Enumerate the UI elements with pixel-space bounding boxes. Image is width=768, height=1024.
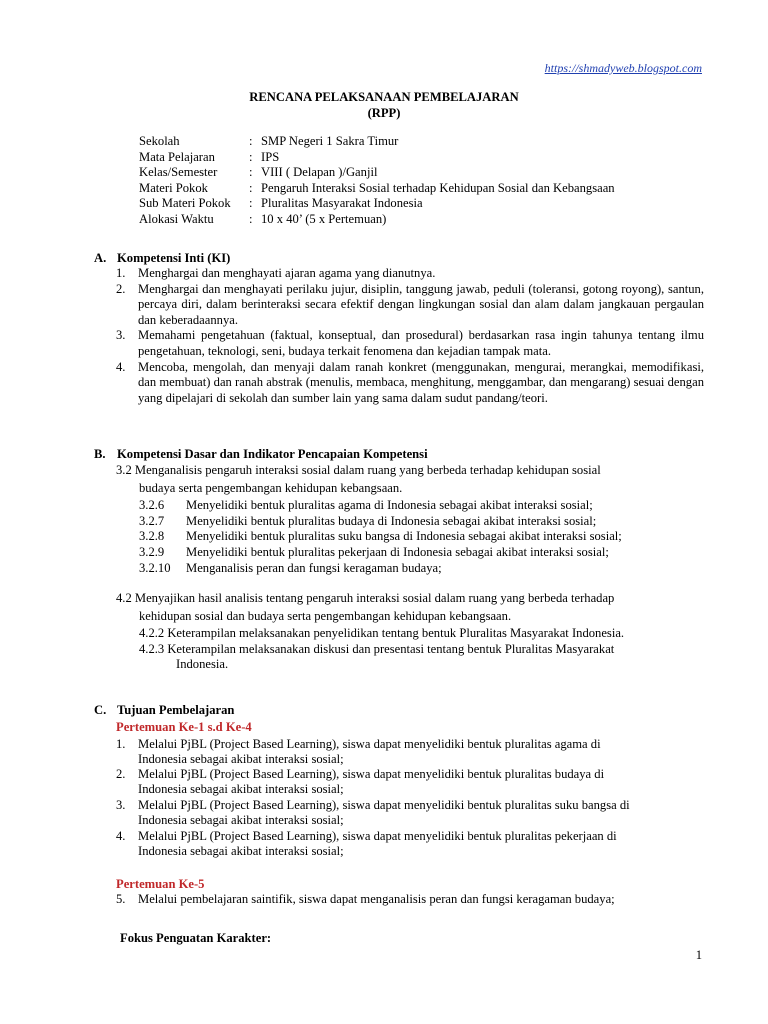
objective-item-cont: Indonesia sebagai akibat interaksi sosial;: [138, 782, 344, 796]
section-title: Kompetensi Inti (KI): [117, 251, 231, 265]
section-c-heading: [94, 703, 234, 719]
skill-indicator-2-cont: Indonesia.: [176, 657, 229, 671]
indicator-row: [139, 561, 442, 577]
info-label: Materi Pokok: [139, 180, 208, 195]
section-letter: B.: [94, 447, 106, 461]
item-number: 4.: [116, 829, 126, 843]
item-text: Melalui pembelajaran saintifik, siswa dapat menganalisis peran dan fungsi keragaman budaya;: [138, 892, 615, 906]
info-row-class: [139, 165, 615, 181]
info-colon: :: [249, 180, 253, 195]
item-text: Melalui PjBL (Project Based Learning), siswa dapat menyelidiki bentuk pluralitas budaya di: [138, 767, 605, 781]
indicator-text: Menyelidiki bentuk pluralitas agama di Indonesia sebagai akibat interaksi sosial;: [186, 498, 593, 512]
objective-item-cont: Indonesia sebagai akibat interaksi sosial;: [138, 813, 344, 827]
info-row-subtopic: [139, 196, 615, 212]
info-label: Sekolah: [139, 134, 180, 148]
objective-item: [116, 829, 617, 845]
indicator-row: [139, 545, 609, 561]
info-value: 10 x 40’ (5 x Pertemuan): [261, 211, 387, 226]
item-number: 5.: [116, 892, 126, 906]
indicator-code: 3.2.10: [139, 561, 171, 575]
section-letter: A.: [94, 251, 107, 265]
indicator-row: [139, 529, 622, 545]
info-value: Pluralitas Masyarakat Indonesia: [261, 196, 423, 210]
list-item: [116, 282, 704, 329]
document-subtitle: (RPP): [367, 106, 401, 120]
indicator-row: [139, 498, 593, 514]
objective-item-cont: Indonesia sebagai akibat interaksi sosial;: [138, 844, 344, 858]
item-number: 2.: [116, 281, 126, 296]
info-value: VIII ( Delapan )/Ganjil: [261, 165, 378, 179]
info-value: Pengaruh Interaksi Sosial terhadap Kehidupan Sosial dan Kebangsaan: [261, 180, 615, 195]
page-number: 1: [695, 948, 702, 962]
section-title: Tujuan Pembelajaran: [117, 703, 235, 717]
identity-table: [139, 134, 615, 227]
basic-competency-1-cont: budaya serta pengembangan kehidupan kebangsaan.: [139, 481, 403, 495]
info-colon: :: [249, 134, 253, 148]
indicator-code: 3.2.6: [139, 498, 165, 512]
item-number: 1.: [116, 737, 126, 751]
item-number: 4.: [116, 359, 126, 374]
info-value: SMP Negeri 1 Sakra Timur: [261, 134, 399, 148]
item-text: Melalui PjBL (Project Based Learning), siswa dapat menyelidiki bentuk pluralitas agama di: [138, 737, 601, 751]
info-colon: :: [249, 149, 253, 164]
indicator-code: 3.2.8: [139, 529, 165, 543]
basic-competency-2: 4.2 Menyajikan hasil analisis tentang pengaruh interaksi sosial dalam ruang yang berbeda terhadap: [116, 591, 615, 605]
objective-item: [116, 737, 601, 753]
core-competency-list: [116, 266, 704, 406]
info-colon: :: [249, 165, 253, 179]
info-colon: :: [249, 196, 253, 210]
info-label: Kelas/Semester: [139, 165, 218, 179]
indicator-text: Menganalisis peran dan fungsi keragaman budaya;: [186, 561, 442, 575]
list-item: [116, 360, 704, 407]
indicator-code: 3.2.7: [139, 514, 165, 528]
info-value: IPS: [261, 149, 280, 164]
item-text: Melalui PjBL (Project Based Learning), siswa dapat menyelidiki bentuk pluralitas pekerjaan di: [138, 829, 617, 843]
info-row-time: [139, 212, 615, 228]
info-row-subject: [139, 150, 615, 166]
info-row-topic: [139, 181, 615, 197]
blog-url-link[interactable]: https://shmadyweb.blogspot.com: [544, 61, 702, 75]
item-text: Melalui PjBL (Project Based Learning), siswa dapat menyelidiki bentuk pluralitas suku bangsa di: [138, 798, 630, 812]
skill-indicator-1: 4.2.2 Keterampilan melaksanakan penyelidikan tentang bentuk Pluralitas Masyarakat Indonesia.: [139, 626, 625, 640]
info-colon: :: [249, 211, 253, 226]
objective-item: [116, 767, 604, 783]
info-label: Sub Materi Pokok: [139, 196, 231, 210]
indicator-text: Menyelidiki bentuk pluralitas suku bangsa di Indonesia sebagai akibat interaksi sosial;: [186, 529, 622, 543]
list-item: [116, 328, 704, 359]
indicator-text: Menyelidiki bentuk pluralitas budaya di Indonesia sebagai akibat interaksi sosial;: [186, 514, 597, 528]
indicator-row: [139, 514, 596, 530]
section-a-heading: [94, 251, 230, 267]
info-label: Alokasi Waktu: [139, 211, 214, 226]
meeting-heading-5: Pertemuan Ke-5: [116, 877, 205, 891]
item-text: Menghargai dan menghayati perilaku jujur, disiplin, tanggung jawab, peduli (toleransi, gotong royong), santun, percaya diri, dalam berinteraksi secara efektif dengan lingkungan sosial dan alam dalam jangkauan pergaulan dan keberadaannya.: [138, 281, 704, 327]
skill-indicator-2: 4.2.3 Keterampilan melaksanakan diskusi dan presentasi tentang bentuk Pluralitas Masyarakat: [139, 642, 615, 656]
list-item: [116, 266, 704, 282]
objective-item: [116, 892, 615, 908]
indicator-text: Menyelidiki bentuk pluralitas pekerjaan di Indonesia sebagai akibat interaksi sosial;: [186, 545, 609, 559]
section-letter: C.: [94, 703, 107, 717]
basic-competency-2-cont: kehidupan sosial dan budaya serta pengembangan kehidupan kebangsaan.: [139, 609, 512, 623]
item-text: Mencoba, mengolah, dan menyaji dalam ranah konkret (menggunakan, mengurai, merangkai, memodifikasi, dan membuat) dan ranah abstrak (menulis, membaca, menghitung, menggambar, dan mengarang) sesuai dengan yang dipelajari di sekolah dan sumber lain yang sama dalam sudut pandang/teori.: [138, 359, 704, 405]
indicator-code: 3.2.9: [139, 545, 165, 559]
character-focus-heading: Fokus Penguatan Karakter:: [120, 931, 272, 945]
meeting-heading-1-4: Pertemuan Ke-1 s.d Ke-4: [116, 720, 252, 734]
item-number: 3.: [116, 798, 126, 812]
document-title: RENCANA PELAKSANAAN PEMBELAJARAN: [249, 90, 519, 104]
objective-item-cont: Indonesia sebagai akibat interaksi sosial;: [138, 752, 344, 766]
info-label: Mata Pelajaran: [139, 149, 215, 164]
basic-competency-1: 3.2 Menganalisis pengaruh interaksi sosial dalam ruang yang berbeda terhadap kehidupan sosial: [116, 463, 601, 477]
section-b-heading: [94, 447, 428, 463]
objective-item: [116, 798, 630, 814]
item-number: 2.: [116, 767, 126, 781]
item-text: Memahami pengetahuan (faktual, konseptual, dan prosedural) berdasarkan rasa ingin tahunya tentang ilmu pengetahuan, teknologi, seni, budaya terkait fenomena dan kejadian tampak mata.: [138, 328, 704, 358]
section-title: Kompetensi Dasar dan Indikator Pencapaian Kompetensi: [117, 447, 428, 461]
item-number: 3.: [116, 328, 126, 343]
item-number: 1.: [116, 266, 126, 280]
item-text: Menghargai dan menghayati ajaran agama yang dianutnya.: [138, 266, 436, 280]
info-row-school: [139, 134, 615, 150]
